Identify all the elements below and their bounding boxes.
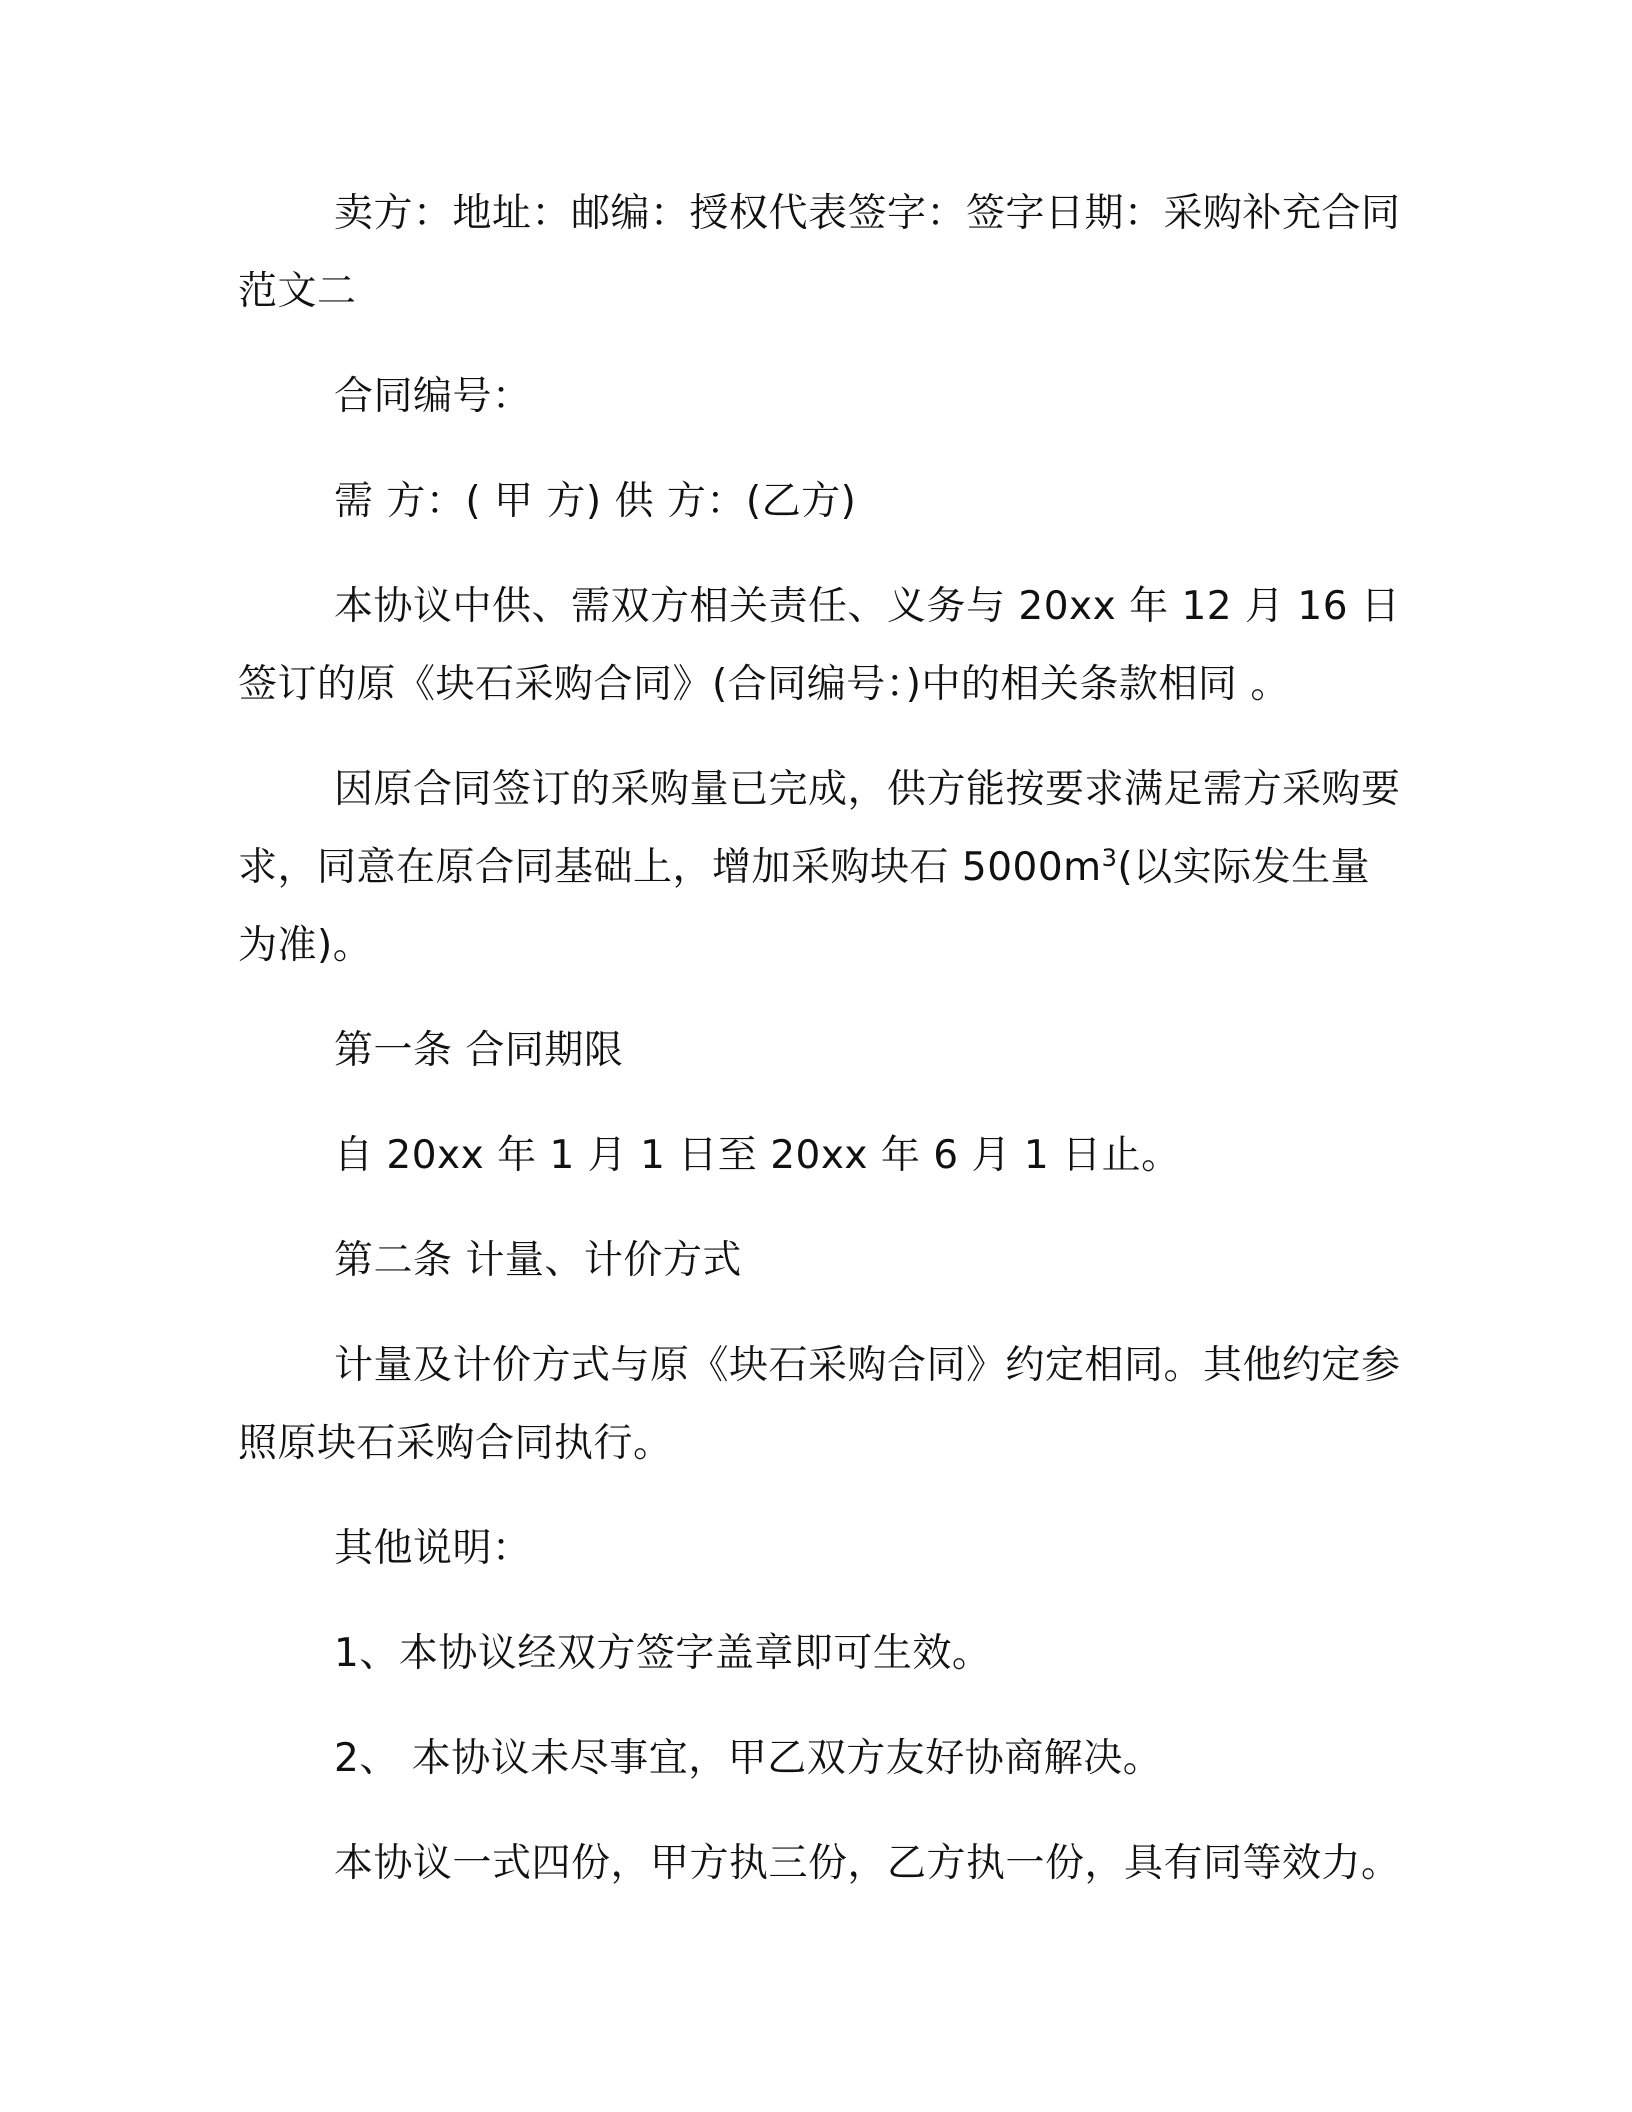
note-item-1: 1、本协议经双方签字盖章即可生效。: [334, 1631, 992, 1676]
purchase-increase-paragraph: [238, 751, 1408, 985]
purchase-increase-text: 因原合同签订的采购量已完成，供方能按要求满足需方采购要求，同意在原合同基础上，增加采购块石 5000m: [238, 767, 1401, 890]
seller-signature-line: 卖方：地址：邮编：授权代表签字：签字日期：采购补充合同范文二: [238, 191, 1401, 314]
parties-line: 需 方：( 甲 方) 供 方：(乙方): [334, 479, 857, 524]
agreement-intro-paragraph: 本协议中供、需双方相关责任、义务与 20xx 年 12 月 16 日签订的原《块石采购合同》(合同编号：)中的相关条款相同 。: [238, 584, 1401, 707]
contract-period-text: 自 20xx 年 1 月 1 日至 20xx 年 6 月 1 日止。: [334, 1133, 1181, 1178]
cubic-superscript: 3: [1101, 844, 1118, 872]
note-item-2: 2、 本协议未尽事宜，甲乙双方友好协商解决。: [334, 1736, 1163, 1781]
copies-statement: 本协议一式四份，甲方执三份，乙方执一份，具有同等效力。: [334, 1841, 1401, 1886]
document-body: [238, 175, 1408, 1903]
other-notes-heading: 其他说明：: [334, 1526, 532, 1571]
article-one-heading: 第一条 合同期限: [334, 1028, 624, 1073]
pricing-method-paragraph: 计量及计价方式与原《块石采购合同》约定相同。其他约定参照原块石采购合同执行。: [238, 1343, 1401, 1466]
contract-number-line: 合同编号：: [334, 374, 532, 419]
purchase-increase-note: (以实际发生量为准)。: [238, 845, 1371, 968]
article-two-heading: 第二条 计量、计价方式: [334, 1238, 742, 1283]
